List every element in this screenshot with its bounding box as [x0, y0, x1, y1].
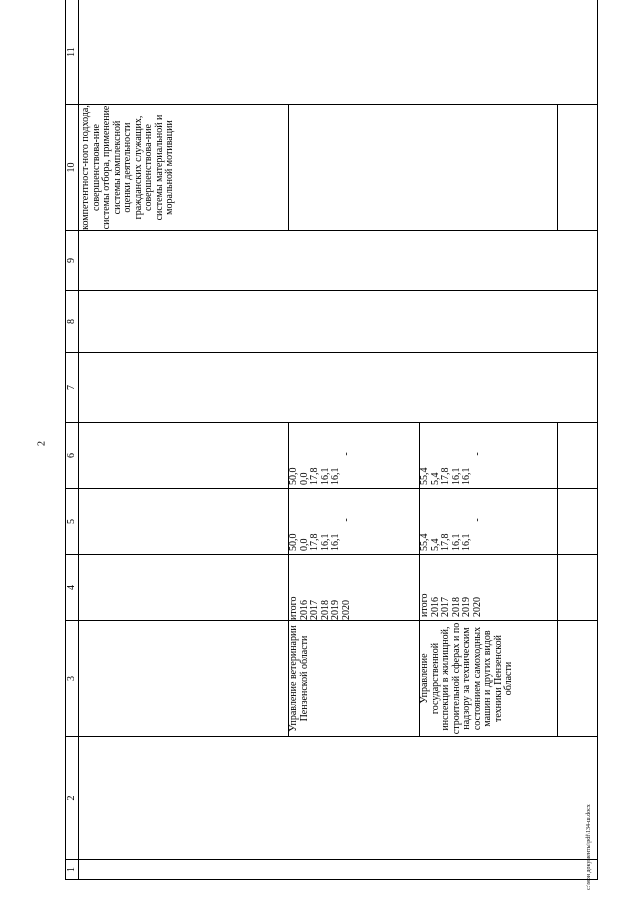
measure-description: компетентност-ного подхода, совершенствова-ние системы отбора, применение системы комплексной оценки деятельности гражданских служащих, совершенствова-ние системы материальной и моральной мотивации [79, 105, 289, 231]
header-cell: 7 [66, 353, 79, 423]
value-list: 55,4 5,4 17,8 16,1 16,1 - [420, 423, 558, 489]
continuation-row [79, 0, 289, 880]
header-cell: 4 [66, 555, 79, 621]
header-cell: 3 [66, 621, 79, 737]
page-number: 2 [36, 441, 48, 446]
rotated-table-wrapper [65, 20, 598, 880]
header-cell: 9 [66, 231, 79, 291]
header-cell: 11 [66, 0, 79, 105]
program-table [65, 0, 598, 880]
year-list: итого 2016 2017 2018 2019 2020 [289, 555, 420, 621]
header-cell: 2 [66, 737, 79, 860]
header-cell: 10 [66, 105, 79, 231]
footer-file-path: c:\мои документы\pdf\134-ш.docx [586, 804, 592, 890]
value-list: 50,0 0,0 17,8 16,1 16,1 - [289, 489, 420, 555]
department-name: Управление ветеринарии Пензенской области [289, 621, 420, 737]
header-cell: 8 [66, 291, 79, 353]
header-cell: 6 [66, 423, 79, 489]
header-row [66, 0, 79, 880]
header-cell: 5 [66, 489, 79, 555]
department-name: Управление государственной инспекции в жилищной, строительной сферах и по надзору за техническим состоянием самоходных машин и других видов техники Пензенской области [420, 621, 558, 737]
year-list: итого 2016 2017 2018 2019 2020 [420, 555, 558, 621]
header-cell: 1 [66, 860, 79, 880]
value-list: 55,4 5,4 17,8 16,1 16,1 - [420, 489, 558, 555]
value-list: 50,0 0,0 17,8 16,1 16,1 - [289, 423, 420, 489]
